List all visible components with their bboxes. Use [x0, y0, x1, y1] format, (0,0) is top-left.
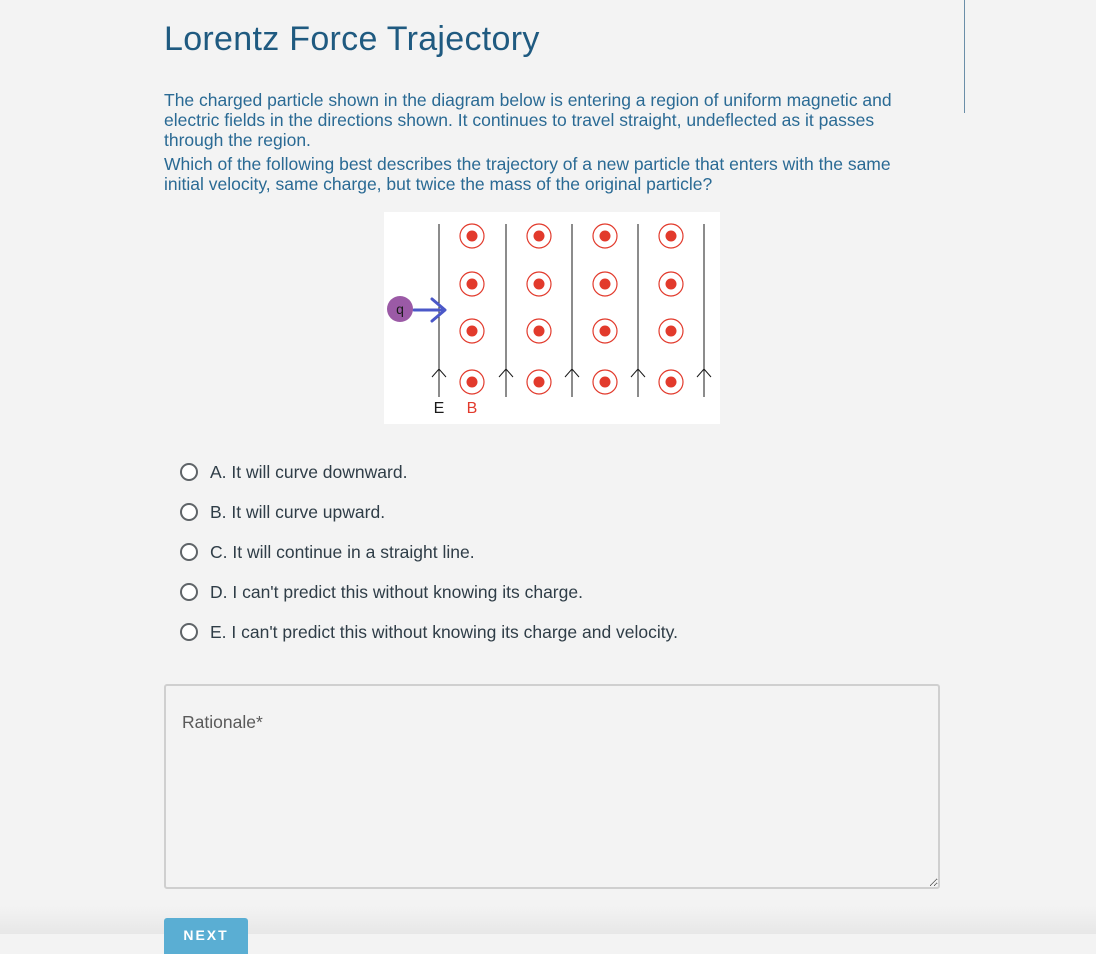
b-field-dot — [593, 224, 617, 248]
b-field-dot — [460, 319, 484, 343]
radio-button[interactable] — [180, 623, 198, 641]
e-field-line — [565, 224, 579, 397]
lorentz-diagram — [384, 212, 720, 424]
e-field-label: E — [433, 400, 445, 417]
choice-label: E. I can't predict this without knowing its charge and velocity. — [210, 621, 678, 642]
page-title: Lorentz Force Trajectory — [164, 20, 540, 58]
particle-label: q — [396, 301, 404, 317]
choice-label: C. It will continue in a straight line. — [210, 541, 475, 562]
choice-label: B. It will curve upward. — [210, 501, 386, 522]
b-field-dot — [593, 319, 617, 343]
velocity-arrow — [414, 299, 445, 321]
e-field-line — [499, 224, 513, 397]
divider-line — [964, 0, 965, 113]
radio-button[interactable] — [180, 503, 198, 521]
b-field-dot — [460, 370, 484, 394]
b-field-dot — [659, 272, 683, 296]
b-field-label: B — [466, 400, 478, 417]
next-button[interactable]: NEXT — [164, 918, 248, 954]
choice-b[interactable] — [180, 492, 678, 532]
rationale-textarea[interactable] — [164, 684, 940, 889]
b-field-dot — [527, 370, 551, 394]
b-field-dot — [659, 370, 683, 394]
b-field-dot — [659, 224, 683, 248]
question-text — [164, 90, 934, 198]
b-field-dot — [527, 224, 551, 248]
b-field-dot — [593, 272, 617, 296]
b-field-dot — [527, 319, 551, 343]
choice-c[interactable] — [180, 532, 678, 572]
radio-button[interactable] — [180, 463, 198, 481]
e-field-line — [697, 224, 711, 397]
b-field-dot — [460, 272, 484, 296]
b-field-dot — [460, 224, 484, 248]
choice-label: D. I can't predict this without knowing its charge. — [210, 581, 583, 602]
question-paragraph-prompt: Which of the following best describes the trajectory of a new particle that enters with the same initial velocity, same charge, but twice the mass of the original particle? — [164, 154, 891, 194]
radio-button[interactable] — [180, 543, 198, 561]
question-paragraph-context: The charged particle shown in the diagram below is entering a region of uniform magnetic and electric fields in the directions shown. It continues to travel straight, undeflected as it passes through the region. — [164, 90, 892, 150]
choice-a[interactable] — [180, 452, 678, 492]
b-field-dot — [659, 319, 683, 343]
answer-choices — [180, 452, 678, 652]
radio-button[interactable] — [180, 583, 198, 601]
choice-e[interactable] — [180, 612, 678, 652]
b-field-dot — [527, 272, 551, 296]
e-field-line — [631, 224, 645, 397]
choice-d[interactable] — [180, 572, 678, 612]
choice-label: A. It will curve downward. — [210, 461, 408, 482]
b-field-dot — [593, 370, 617, 394]
